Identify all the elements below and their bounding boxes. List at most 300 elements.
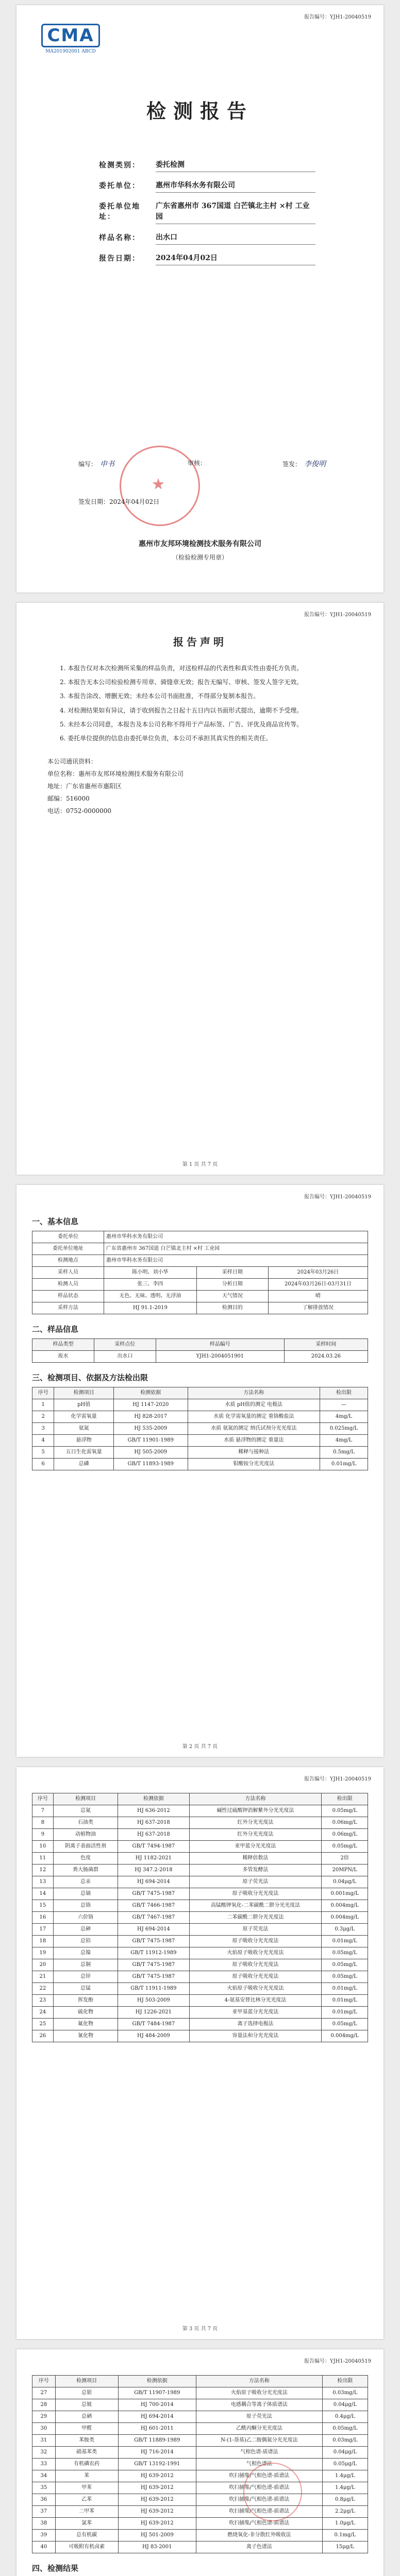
method-row bbox=[32, 1924, 368, 1936]
method-row bbox=[32, 1817, 368, 1829]
table-cell: 原子荧光法 bbox=[196, 2411, 323, 2423]
table-cell: 钼酸铵分光光度法 bbox=[188, 1459, 320, 1470]
table-cell: 35 bbox=[32, 2482, 56, 2494]
contact-info bbox=[16, 746, 384, 826]
table-cell: 0.025mg/L bbox=[320, 1423, 368, 1435]
method-row bbox=[32, 1959, 368, 1971]
method-row bbox=[32, 2387, 368, 2399]
table-cell: HJ 347.2-2018 bbox=[118, 1865, 189, 1876]
note-item: 6. 委托单位提供的信息由委托单位负责，本公司不承担其真实性的相关责任。 bbox=[60, 734, 272, 742]
meta-label: 采样人员 bbox=[32, 1267, 104, 1279]
notes-title: 报告声明 bbox=[173, 636, 227, 648]
table-cell: 原子吸收分光光度法 bbox=[189, 1936, 322, 1947]
table-cell: 粪大肠菌群 bbox=[53, 1865, 118, 1876]
table-cell: 21 bbox=[32, 1971, 54, 1983]
table-cell: 高锰酸钾氧化-二苯碳酰二肼分光光度法 bbox=[189, 1900, 322, 1912]
table-cell: GB/T 11912-1989 bbox=[118, 1947, 189, 1959]
table-cell: GB/T 11901-1989 bbox=[113, 1435, 188, 1447]
column-header: 样品类型 bbox=[32, 1339, 94, 1351]
signatures bbox=[78, 459, 326, 469]
method-row bbox=[32, 1971, 368, 1983]
cover-fields bbox=[99, 160, 315, 274]
column-header: 序号 bbox=[32, 1793, 54, 1805]
method-row bbox=[32, 1447, 368, 1459]
table-cell: 0.004mg/L bbox=[322, 1912, 368, 1924]
table-cell: GB/T 7475-1987 bbox=[118, 1971, 189, 1983]
table-cell: 4mg/L bbox=[320, 1435, 368, 1447]
table-cell: 氰化物 bbox=[53, 2030, 118, 2042]
method-row bbox=[32, 1841, 368, 1853]
table-cell: 26 bbox=[32, 2030, 54, 2042]
table-cell: 电感耦合等离子体质谱法 bbox=[196, 2399, 323, 2411]
table-cell: 1.4μg/L bbox=[322, 2470, 368, 2482]
cover-page bbox=[16, 5, 384, 592]
table-cell: 16 bbox=[32, 1912, 54, 1924]
table-cell: 0.05mg/L bbox=[322, 1805, 368, 1817]
table-cell: 原子吸收分光光度法 bbox=[189, 1959, 322, 1971]
table-cell: 总铬 bbox=[53, 1900, 118, 1912]
table-cell: 32 bbox=[32, 2447, 56, 2459]
table-cell: 27 bbox=[32, 2387, 56, 2399]
table-cell: 0.05μg/L bbox=[322, 2459, 368, 2470]
table-head-row bbox=[32, 2376, 368, 2387]
table-cell: 总银 bbox=[55, 2387, 118, 2399]
basic-label: 委托单位 bbox=[32, 1231, 104, 1243]
method-row bbox=[32, 1912, 368, 1924]
column-header: 方法名称 bbox=[189, 1793, 322, 1805]
table-cell: 废水 bbox=[32, 1351, 94, 1363]
cover-field bbox=[99, 180, 315, 193]
issuing-org: 惠州市友邦环境检测技术服务有限公司 （检验检测专用章） bbox=[139, 540, 261, 561]
table-cell: GB/T 11907-1989 bbox=[118, 2387, 196, 2399]
method-row bbox=[32, 2030, 368, 2042]
meta-row bbox=[32, 1279, 368, 1291]
method-row bbox=[32, 2459, 368, 2470]
table-cell: 碱性过硫酸钾消解紫外分光光度法 bbox=[189, 1805, 322, 1817]
sampling-meta-table bbox=[32, 1266, 368, 1314]
table-cell: 氨氮 bbox=[54, 1423, 114, 1435]
meta-value: 2024年03月26日-03月31日 bbox=[268, 1279, 368, 1291]
table-cell: 二甲苯 bbox=[55, 2506, 118, 2518]
table-cell: HJ 637-2018 bbox=[118, 1829, 189, 1841]
table-cell: 挥发酚 bbox=[53, 1995, 118, 2007]
table-cell: 阴离子表面活性剂 bbox=[53, 1841, 118, 1853]
table-cell: 3 bbox=[32, 1423, 54, 1435]
methods-table bbox=[32, 1387, 368, 1470]
table-cell: HJ 694-2014 bbox=[118, 1924, 189, 1936]
table-cell: 苯胺类 bbox=[55, 2435, 118, 2447]
table-cell: HJ 639-2012 bbox=[118, 2482, 196, 2494]
page-number: 第 3 页 共 7 页 bbox=[182, 2326, 218, 2332]
meta-label: 样品状态 bbox=[32, 1291, 104, 1302]
editor-sign: 编写： 申书 bbox=[78, 460, 115, 468]
meta-value: 晴 bbox=[268, 1291, 368, 1302]
table-cell: 0.4μg/L bbox=[322, 2411, 368, 2423]
table-cell: HJ 639-2012 bbox=[118, 2494, 196, 2506]
table-cell: 9 bbox=[32, 1829, 54, 1841]
column-header: 序号 bbox=[32, 2376, 56, 2387]
table-cell: 0.004mg/L bbox=[322, 1900, 368, 1912]
table-cell: HJ 637-2018 bbox=[118, 1817, 189, 1829]
method-row bbox=[32, 2494, 368, 2506]
cover-field-label: 检测类别： bbox=[99, 161, 140, 170]
method-row bbox=[32, 1876, 368, 1888]
table-cell: — bbox=[320, 1399, 368, 1411]
cover-field bbox=[99, 253, 315, 265]
table-cell: 0.03mg/L bbox=[322, 2387, 368, 2399]
report-id: 报告编号：YJH1-20040519 bbox=[304, 612, 371, 618]
table-cell: 29 bbox=[32, 2411, 56, 2423]
cma-cert: MA201902001 ABCD bbox=[45, 49, 96, 54]
cover-field bbox=[99, 201, 315, 224]
table-cell: 0.06mg/L bbox=[322, 1829, 368, 1841]
table-cell: 10 bbox=[32, 1841, 54, 1853]
table-cell: 7 bbox=[32, 1805, 54, 1817]
table-cell: 0.05mg/L bbox=[322, 1959, 368, 1971]
table-cell: 乙苯 bbox=[55, 2494, 118, 2506]
table-cell: 容量法和分光光度法 bbox=[189, 2030, 322, 2042]
table-cell: 12 bbox=[32, 1865, 54, 1876]
table-cell: 0.01mg/L bbox=[322, 2007, 368, 2019]
table-cell: HJ 484-2009 bbox=[118, 2030, 189, 2042]
method-row bbox=[32, 2506, 368, 2518]
table-cell: 25 bbox=[32, 2019, 54, 2030]
method-row bbox=[32, 2399, 368, 2411]
table-cell: 0.5mg/L bbox=[320, 1447, 368, 1459]
table-cell: 稀释倍数法 bbox=[189, 1853, 322, 1865]
table-cell: 化学需氧量 bbox=[54, 1411, 114, 1423]
table-cell: 总有机碳 bbox=[55, 2530, 118, 2541]
table-cell: 总磷 bbox=[54, 1459, 114, 1470]
table-cell: 多管发酵法 bbox=[189, 1865, 322, 1876]
table-cell: 吹扫捕集/气相色谱-质谱法 bbox=[196, 2506, 323, 2518]
table-head-row bbox=[32, 1387, 368, 1399]
method-row bbox=[32, 1995, 368, 2007]
table-cell: HJ 639-2012 bbox=[118, 2470, 196, 2482]
meta-label: 分析日期 bbox=[196, 1279, 268, 1291]
cover-field bbox=[99, 160, 315, 172]
column-header: 检测依据 bbox=[113, 1387, 188, 1399]
results-page-1 bbox=[16, 2349, 384, 2576]
method-row bbox=[32, 2423, 368, 2435]
basic-info-table bbox=[32, 1231, 368, 1267]
cover-field-value: 惠州市华科水务有限公司 bbox=[156, 180, 315, 193]
table-cell: 0.004mg/L bbox=[322, 2030, 368, 2042]
table-cell: 30 bbox=[32, 2423, 56, 2435]
table-cell: 18 bbox=[32, 1936, 54, 1947]
page-number: 第 2 页 共 7 页 bbox=[182, 1744, 218, 1750]
method-row bbox=[32, 1853, 368, 1865]
table-cell: 6 bbox=[32, 1459, 54, 1470]
meta-value: 了解排放情况 bbox=[268, 1302, 368, 1314]
table-cell: 0.01mg/L bbox=[322, 1936, 368, 1947]
table-cell: 二苯碳酰二肼分光光度法 bbox=[189, 1912, 322, 1924]
sample-row bbox=[32, 1351, 368, 1363]
table-cell: 0.05mg/L bbox=[322, 1971, 368, 1983]
table-cell: 吹扫捕集/气相色谱-质谱法 bbox=[196, 2494, 323, 2506]
table-cell: 0.001mg/L bbox=[322, 1888, 368, 1900]
table-cell: GB/T 7475-1987 bbox=[118, 1888, 189, 1900]
table-cell: 22 bbox=[32, 1983, 54, 1995]
table-cell: 36 bbox=[32, 2494, 56, 2506]
meta-label: 采样方法 bbox=[32, 1302, 104, 1314]
table-cell: 2倍 bbox=[322, 1853, 368, 1865]
meta-value: 张三、李四 bbox=[104, 1279, 197, 1291]
table-cell: 0.04μg/L bbox=[322, 1876, 368, 1888]
method-row bbox=[32, 1900, 368, 1912]
table-cell: GB/T 13192-1991 bbox=[118, 2459, 196, 2470]
meta-value: 无色、无味、透明、无浮油 bbox=[104, 1291, 197, 1302]
page-title: 检测报告 bbox=[146, 99, 254, 123]
samples-table bbox=[32, 1338, 368, 1363]
company-seal-icon bbox=[120, 446, 200, 526]
table-cell: 19 bbox=[32, 1947, 54, 1959]
contact-line: 邮编：516000 bbox=[47, 795, 90, 803]
meta-value: HJ 91.1-2019 bbox=[104, 1302, 197, 1314]
table-cell: HJ 505-2009 bbox=[113, 1447, 188, 1459]
table-cell: 总砷 bbox=[53, 1924, 118, 1936]
meta-label: 天气情况 bbox=[196, 1291, 268, 1302]
report-id: 报告编号：YJH1-20040519 bbox=[304, 14, 371, 20]
table-cell: 离子选择电极法 bbox=[189, 2019, 322, 2030]
cover-field-value: 委托检测 bbox=[156, 160, 315, 172]
note-item: 4. 对检测结果如有异议，请于收到报告之日起十五日内以书面形式提出，逾期不予受理。 bbox=[60, 706, 303, 714]
basic-value: 惠州市华科水务有限公司 bbox=[104, 1231, 368, 1243]
basic-section-title: 一、基本信息 bbox=[32, 1217, 79, 1226]
table-cell: 氟化物 bbox=[53, 2019, 118, 2030]
meta-value: 陈小明、刘小华 bbox=[104, 1267, 197, 1279]
meta-value: 2024年03月26日 bbox=[268, 1267, 368, 1279]
column-header: 采样时间 bbox=[284, 1339, 368, 1351]
method-row bbox=[32, 2007, 368, 2019]
table-cell: 5 bbox=[32, 1447, 54, 1459]
table-cell: 11 bbox=[32, 1853, 54, 1865]
table-cell: 37 bbox=[32, 2506, 56, 2518]
table-cell: HJ 716-2014 bbox=[118, 2447, 196, 2459]
table-cell: 0.06mg/L bbox=[322, 1817, 368, 1829]
sign-date: 签发日期：2024年04月02日 bbox=[78, 498, 160, 505]
table-cell: HJ 1226-2021 bbox=[118, 2007, 189, 2019]
contact-line: 单位名称：惠州市友邦环境检测技术服务有限公司 bbox=[47, 770, 184, 778]
table-cell: 总汞 bbox=[53, 1876, 118, 1888]
meta-row bbox=[32, 1267, 368, 1279]
method-row bbox=[32, 1399, 368, 1411]
table-cell: 0.8μg/L bbox=[322, 2494, 368, 2506]
table-cell: 31 bbox=[32, 2435, 56, 2447]
table-cell: 0.01mg/L bbox=[322, 1995, 368, 2007]
method-row bbox=[32, 1983, 368, 1995]
table-cell: GB/T 11889-1989 bbox=[118, 2435, 196, 2447]
table-cell: 火焰原子吸收分光光度法 bbox=[196, 2387, 323, 2399]
table-cell: 0.03mg/L bbox=[322, 2435, 368, 2447]
table-cell: 总氮 bbox=[53, 1805, 118, 1817]
table-cell: 8 bbox=[32, 1817, 54, 1829]
table-cell: GB/T 7484-1987 bbox=[118, 2019, 189, 2030]
table-cell: 总铍 bbox=[55, 2399, 118, 2411]
cover-field-label: 委托单位地址： bbox=[99, 202, 140, 221]
table-cell: HJ 639-2012 bbox=[118, 2518, 196, 2530]
table-cell: GB/T 7475-1987 bbox=[118, 1936, 189, 1947]
method-row bbox=[32, 2019, 368, 2030]
column-header: 方法名称 bbox=[196, 2376, 323, 2387]
table-cell: HJ 1182-2021 bbox=[118, 1853, 189, 1865]
meta-row bbox=[32, 1302, 368, 1314]
cover-field bbox=[99, 232, 315, 245]
method-row bbox=[32, 2435, 368, 2447]
table-cell: 13 bbox=[32, 1876, 54, 1888]
table-cell: 红外分光光度法 bbox=[189, 1817, 322, 1829]
table-cell: pH值 bbox=[54, 1399, 114, 1411]
column-header: 检测依据 bbox=[118, 1793, 189, 1805]
table-cell: 原子荧光法 bbox=[189, 1924, 322, 1936]
contact-line: 地址：广东省惠州市惠阳区 bbox=[47, 783, 122, 790]
table-cell: 甲醛 bbox=[55, 2423, 118, 2435]
note-item: 1. 本报告仅对本次检测所采集的样品负责，对送检样品的代表性和真实性由委托方负责。 bbox=[60, 665, 303, 672]
table-cell: 氯苯 bbox=[55, 2518, 118, 2530]
cover-field-label: 样品名称： bbox=[99, 234, 140, 242]
table-cell: 0.05mg/L bbox=[322, 1947, 368, 1959]
note-item: 3. 本报告涂改、增删无效；未经本公司书面批准，不得部分复制本报告。 bbox=[60, 692, 260, 700]
table-cell: 水质 氨氮的测定 纳氏试剂分光光度法 bbox=[188, 1423, 320, 1435]
method-row bbox=[32, 1865, 368, 1876]
table-cell: 苯 bbox=[55, 2470, 118, 2482]
table-cell: YJH1-2004051901 bbox=[156, 1351, 284, 1363]
table-cell: 0.05mg/L bbox=[322, 2423, 368, 2435]
table-cell: 吹扫捕集/气相色谱-质谱法 bbox=[196, 2518, 323, 2530]
page-seal-icon bbox=[243, 2463, 302, 2521]
table-cell: HJ 83-2001 bbox=[118, 2541, 196, 2553]
cover-field-label: 报告日期： bbox=[99, 255, 140, 263]
column-header: 检出限 bbox=[320, 1387, 368, 1399]
table-cell: GB/T 11911-1989 bbox=[118, 1983, 189, 1995]
table-cell: 17 bbox=[32, 1924, 54, 1936]
table-cell: 0.01mg/L bbox=[322, 1983, 368, 1995]
basic-row bbox=[32, 1243, 368, 1255]
table-cell: HJ 535-2009 bbox=[113, 1423, 188, 1435]
table-cell: 0.05mg/L bbox=[322, 1841, 368, 1853]
method-row bbox=[32, 1423, 368, 1435]
meta-label: 检测目的 bbox=[196, 1302, 268, 1314]
cover-field-value: 广东省惠州市 367国道 白芒镇北主村 ×村 工业园 bbox=[156, 201, 315, 224]
table-cell: HJ 639-2012 bbox=[118, 2506, 196, 2518]
samples-section-title: 二、样品信息 bbox=[32, 1325, 79, 1334]
table-cell: 离子色谱法 bbox=[196, 2541, 323, 2553]
table-cell: 39 bbox=[32, 2530, 56, 2541]
report-id: 报告编号：YJH1-20040519 bbox=[304, 1194, 371, 1200]
approver-sign: 签发： 李俊明 bbox=[282, 460, 326, 468]
table-cell: 23 bbox=[32, 1995, 54, 2007]
report-id: 报告编号：YJH1-20040519 bbox=[304, 1776, 371, 1782]
meta-label: 采样日期 bbox=[196, 1267, 268, 1279]
column-header: 样品编号 bbox=[156, 1339, 284, 1351]
method-row bbox=[32, 1805, 368, 1817]
method-row bbox=[32, 1411, 368, 1423]
table-cell: 火焰原子吸收分光光度法 bbox=[189, 1983, 322, 1995]
basic-row bbox=[32, 1255, 368, 1267]
table-cell: 亚甲蓝分光光度法 bbox=[189, 1841, 322, 1853]
table-cell: 总铅 bbox=[53, 1936, 118, 1947]
column-header: 方法名称 bbox=[188, 1387, 320, 1399]
table-cell: 38 bbox=[32, 2518, 56, 2530]
cma-logo bbox=[32, 24, 109, 54]
table-cell: 总镍 bbox=[53, 1947, 118, 1959]
table-cell: 0.3μg/L bbox=[322, 1924, 368, 1936]
table-cell: 出水口 bbox=[94, 1351, 156, 1363]
contact-line: 本公司通讯资料： bbox=[47, 758, 97, 766]
table-cell: 4-氨基安替比林分光光度法 bbox=[189, 1995, 322, 2007]
notes-page bbox=[16, 603, 384, 1175]
table-cell: HJ 636-2012 bbox=[118, 1805, 189, 1817]
method-row bbox=[32, 2447, 368, 2459]
table-cell: 总镉 bbox=[53, 1888, 118, 1900]
table-cell: 悬浮物 bbox=[54, 1435, 114, 1447]
basic-value: 广东省惠州市 367国道 白芒镇北主村 ×村 工业园 bbox=[104, 1243, 368, 1255]
table-cell: 14 bbox=[32, 1888, 54, 1900]
table-cell: HJ 694-2014 bbox=[118, 1876, 189, 1888]
method-row bbox=[32, 1435, 368, 1447]
table-cell: 动植物油 bbox=[53, 1829, 118, 1841]
table-cell: 六价铬 bbox=[53, 1912, 118, 1924]
table-cell: GB/T 11893-1989 bbox=[113, 1459, 188, 1470]
table-cell: 15μg/L bbox=[322, 2541, 368, 2553]
table-cell: 2024.03.26 bbox=[284, 1351, 368, 1363]
table-cell: 28 bbox=[32, 2399, 56, 2411]
table-cell: 石油类 bbox=[53, 1817, 118, 1829]
table-cell: 五日生化需氧量 bbox=[54, 1447, 114, 1459]
table-cell: 0.04μg/L bbox=[322, 2399, 368, 2411]
table-cell: 0.01mg/L bbox=[320, 1459, 368, 1470]
cover-field-label: 委托单位： bbox=[99, 182, 140, 190]
method-row bbox=[32, 2482, 368, 2494]
column-header: 采样点位 bbox=[94, 1339, 156, 1351]
table-cell: GB/T 7466-1987 bbox=[118, 1900, 189, 1912]
basic-value: 惠州市华科水务有限公司 bbox=[104, 1255, 368, 1267]
method-row bbox=[32, 2470, 368, 2482]
table-cell: 火焰原子吸收分光光度法 bbox=[189, 1947, 322, 1959]
table-cell: 1 bbox=[32, 1399, 54, 1411]
method-row bbox=[32, 1888, 368, 1900]
table-cell: 原子荧光法 bbox=[189, 1876, 322, 1888]
method-row bbox=[32, 1936, 368, 1947]
table-cell: 有机磷农药 bbox=[55, 2459, 118, 2470]
table-cell: 0.1mg/L bbox=[322, 2530, 368, 2541]
column-header: 检出限 bbox=[322, 1793, 368, 1805]
table-cell: 水质 化学需氧量的测定 重铬酸盐法 bbox=[188, 1411, 320, 1423]
table-cell: 原子吸收分光光度法 bbox=[189, 1888, 322, 1900]
table-cell: 吹扫捕集/气相色谱-质谱法 bbox=[196, 2482, 323, 2494]
info-page bbox=[16, 1185, 384, 1757]
table-cell: 亚甲基蓝分光光度法 bbox=[189, 2007, 322, 2019]
table-cell: HJ 501-2009 bbox=[118, 2530, 196, 2541]
methods-section-title: 三、检测项目、依据及方法检出限 bbox=[32, 1373, 148, 1382]
table-cell: HJ 700-2014 bbox=[118, 2399, 196, 2411]
method-row bbox=[32, 1459, 368, 1470]
table-cell: 1.4μg/L bbox=[322, 2482, 368, 2494]
table-cell: 0.05mg/L bbox=[322, 2019, 368, 2030]
reviewer-sign: 审核： bbox=[187, 460, 206, 467]
methods-table-cont bbox=[32, 1793, 368, 2042]
table-cell: 硫化物 bbox=[53, 2007, 118, 2019]
basic-label: 委托单位地址 bbox=[32, 1243, 104, 1255]
table-cell: 气相色谱法 bbox=[196, 2459, 323, 2470]
results-section-title: 四、检测结果 bbox=[32, 2564, 79, 2573]
table-cell: GB/T 7467-1987 bbox=[118, 1912, 189, 1924]
table-cell: HJ 1147-2020 bbox=[113, 1399, 188, 1411]
meta-row bbox=[32, 1291, 368, 1302]
table-cell: N-(1-萘基)乙二胺偶氮分光光度法 bbox=[196, 2435, 323, 2447]
table-cell: 总锰 bbox=[53, 1983, 118, 1995]
method-row bbox=[32, 2411, 368, 2423]
